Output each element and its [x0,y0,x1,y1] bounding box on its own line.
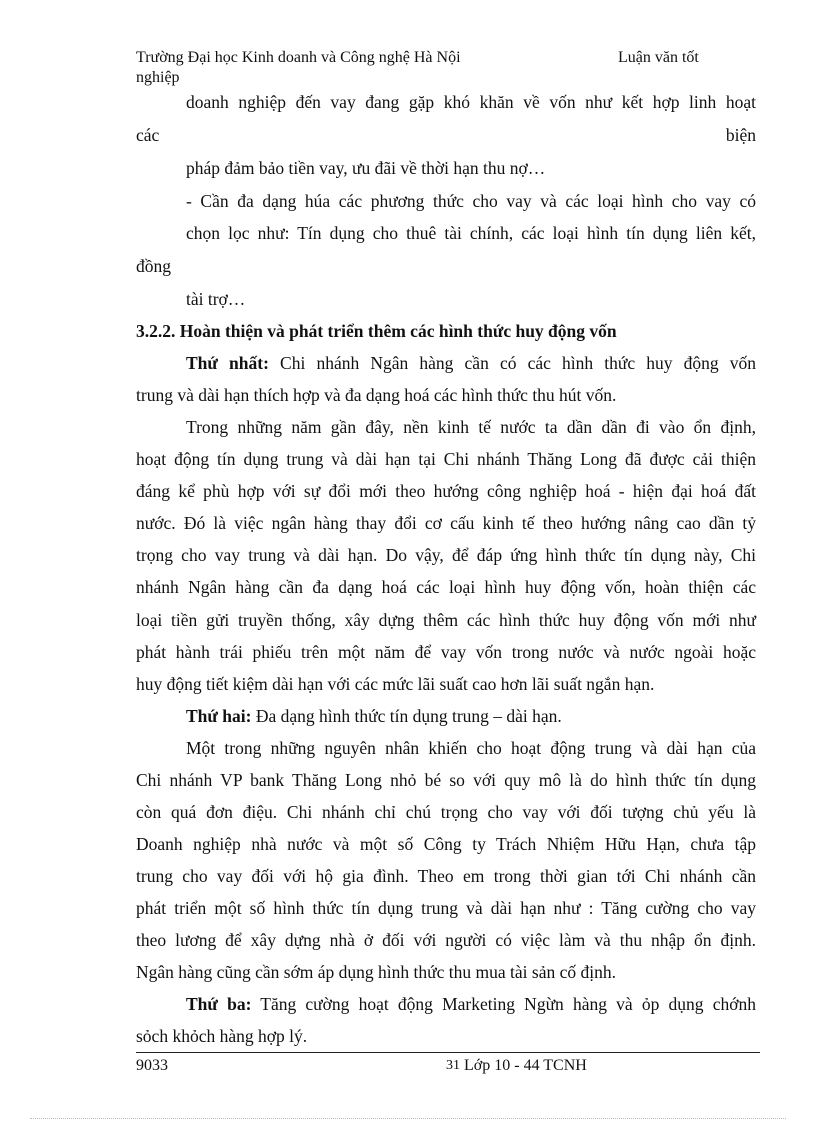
body-line: Chi nhánh VP bank Thăng Long nhỏ bé so với quy mô là do hình thức tín dụng [136,770,756,790]
page-bottom-dotted-line [30,1118,786,1119]
body-text: Chi nhánh Ngân hàng cần có các hình thức huy động vốn [280,353,757,373]
paragraph-label: Thứ ba: [186,994,252,1014]
body-line: hoạt động tín dụng trung và dài hạn tại Chi nhánh Thăng Long đã được cải thiện [136,449,756,469]
body-line: theo lương để xây dựng nhà ở đối với người có việc làm và thu nhập ổn định. [136,930,756,950]
paragraph-label: Thứ hai: [186,706,252,726]
body-line: Doanh nghiệp nhà nước và một số Công ty Trách Nhiệm Hữu Hạn, chưa tập [136,834,756,854]
footer-divider [136,1052,760,1053]
body-line: - Cần đa dạng húa các phương thức cho vay và các loại hình cho vay có [186,191,756,211]
body-line [136,124,756,146]
body-line: Một trong những nguyên nhân khiến cho hoạt động trung và dài hạn của [186,738,756,758]
header-thesis-label-wrap: nghiệp [136,69,180,86]
body-line: doanh nghiệp đến vay đang gặp khó khăn về vốn như kết hợp linh hoạt [186,92,756,112]
body-line: trung cho vay đối với hộ gia đình. Theo em trong thời gian tới Chi nhánh cần [136,866,756,886]
body-line: phát triển một số hình thức tín dụng trung và dài hạn như : Tăng cường cho vay [136,898,756,918]
body-line: đáng kể phù hợp với sự đổi mới theo hướng công nghiệp hoá - hiện đại hoá đất [136,481,756,501]
body-line [186,705,756,727]
body-line: pháp đảm bảo tiền vay, ưu đãi về thời hạn thu nợ… [186,158,546,178]
body-word: biện [725,125,756,145]
body-line: còn quá đơn điệu. Chi nhánh chỉ chú trọng cho vay với đối tượng chủ yếu là [136,802,756,822]
body-line: trung và dài hạn thích hợp và đa dạng hoá các hình thức thu hút vốn. [136,385,617,405]
body-line [186,352,756,374]
body-word: các [136,125,160,145]
body-line: Trong những năm gần đây, nền kinh tế nước ta dần dần đi vào ổn định, [186,417,756,437]
body-text: Đa dạng hình thức tín dụng trung – dài hạn. [255,706,562,726]
page-number: 31 [446,1058,460,1073]
body-line: Ngân hàng cũng cần sớm áp dụng hình thức thu mua tài sản cố định. [136,962,616,982]
footer-code: 9033 [136,1057,168,1074]
body-line: phát hành trái phiếu trên một năm để vay vốn trong nước và nước ngoài hoặc [136,642,756,662]
body-line: nước. Đó là việc ngân hàng thay đổi cơ cấu kinh tế theo hướng nâng cao dần tỷ [136,513,756,533]
body-line: chọn lọc như: Tín dụng cho thuê tài chính, các loại hình tín dụng liên kết, [186,223,756,243]
body-line: tài trợ… [186,289,246,309]
header-school-name: Trường Đại học Kinh doanh và Công nghệ Hà Nội [136,49,461,66]
paragraph-label: Thứ nhất: [186,353,269,373]
body-line: huy động tiết kiệm dài hạn với các mức lãi suất cao hơn lãi suất ngắn hạn. [136,674,655,694]
body-line: trọng cho vay trung và dài hạn. Do vậy, để đáp ứng hình thức tín dụng này, Chi [136,545,756,565]
body-line: loại tiền gửi truyền thống, xây dựng thêm các hình thức huy động vốn mới như [136,610,756,630]
section-heading: 3.2.2. Hoàn thiện và phát triển thêm các hình thức huy động vốn [136,321,617,341]
body-line [186,993,756,1015]
body-line: nhánh Ngân hàng cần đa dạng hoá các loại hình huy động vốn, hoàn thiện các [136,577,756,597]
header-thesis-label: Luận văn tốt [618,49,699,66]
body-line: đồng [136,256,171,276]
body-text: Tăng cường hoạt động Marketing Ngừn hàng và ỏp dụng chớnh [260,994,757,1014]
footer-class-label: Lớp 10 - 44 TCNH [464,1057,587,1074]
body-line: sỏch khỏch hàng hợp lý. [136,1026,308,1046]
footer-page-info [446,1056,587,1076]
